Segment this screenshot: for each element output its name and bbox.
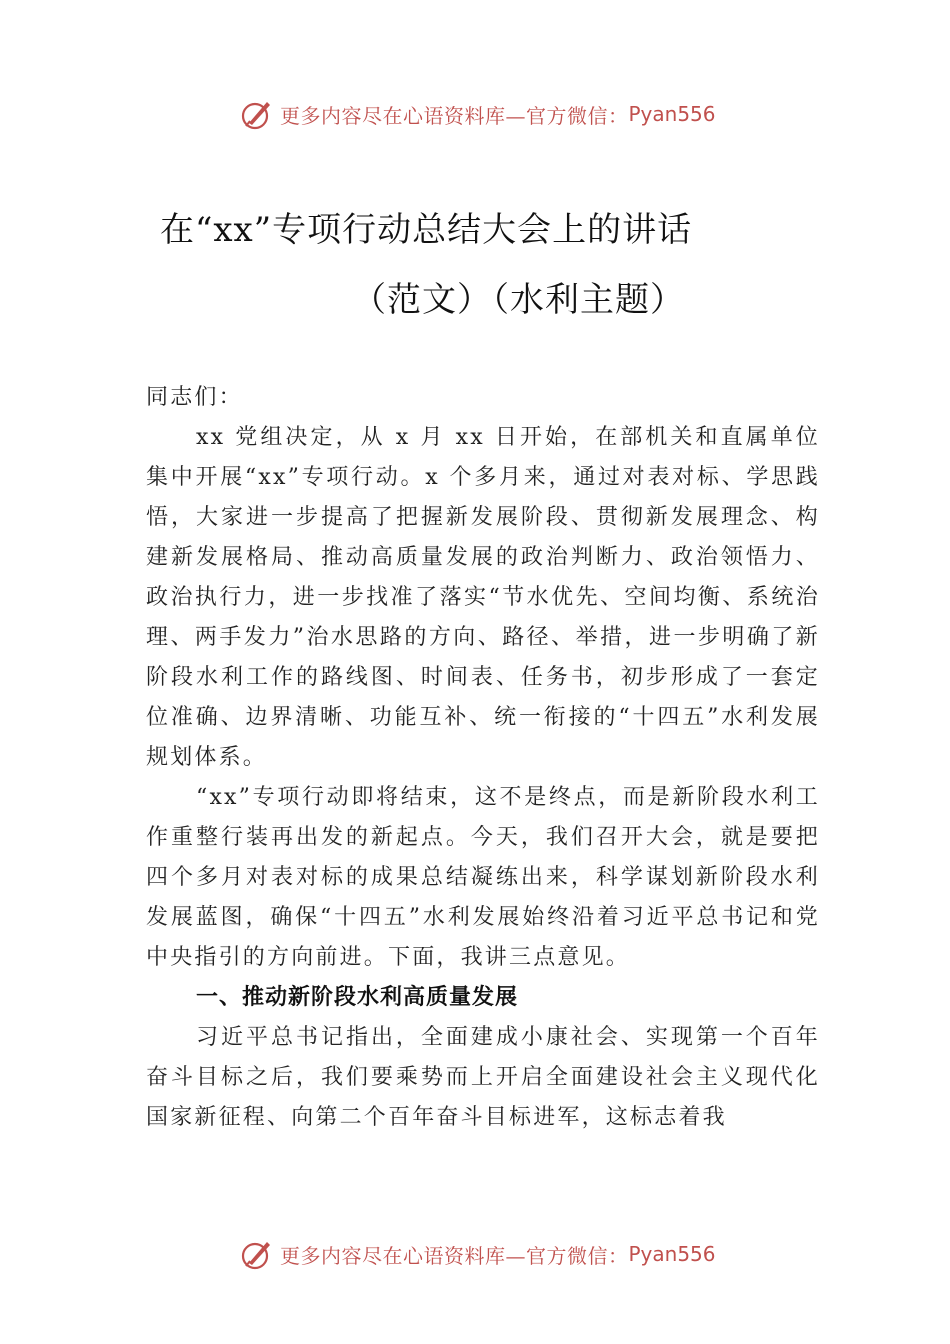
section-heading-1: 一、推动新阶段水利高质量发展 — [196, 985, 519, 1010]
quill-logo-icon — [240, 97, 274, 131]
document-body — [146, 378, 820, 1138]
banner-text: 更多内容尽在心语资料库—官方微信： — [280, 103, 629, 128]
document-title-line-2: （范文）（水利主题） — [352, 280, 685, 320]
paragraph-3: 习近平总书记指出，全面建成小康社会、实现第一个百年奋斗目标之后，我们要乘势而上开启全面建设社会主义现代化国家新征程、向第二个百年奋斗目标进军，这标志着我 — [146, 1025, 820, 1130]
quill-logo-icon — [240, 1237, 274, 1271]
banner-wechat-id: Pyan556 — [628, 1242, 716, 1266]
paragraph-2: “xx”专项行动即将结束，这不是终点，而是新阶段水利工作重整行装再出发的新起点。今天，我们召开大会，就是要把四个多月对表对标的成果总结凝练出来，科学谋划新阶段水利发展蓝图，确保“十四五”水利发展始终沿着习近平总书记和党中央指引的方向前进。下面，我讲三点意见。 — [146, 785, 820, 970]
header-watermark-banner — [240, 96, 716, 132]
paragraph-1: xx 党组决定，从 x 月 xx 日开始，在部机关和直属单位集中开展“xx”专项行动。x 个多月来，通过对表对标、学思践悟，大家进一步提高了把握新发展阶段、贯彻新发展理念、构建新发展格局、推动高质量发展的政治判断力、政治领悟力、政治执行力，进一步找准了落实“节水优先、空间均衡、系统治理、两手发力”治水思路的方向、路径、举措，进一步明确了新阶段水利工作的路线图、时间表、任务书，初步形成了一套定位准确、边界清晰、功能互补、统一衔接的“十四五”水利发展规划体系。 — [146, 425, 820, 770]
banner-text: 更多内容尽在心语资料库—官方微信： — [280, 1243, 629, 1268]
footer-watermark-banner — [240, 1236, 716, 1272]
salutation: 同志们： — [146, 385, 243, 410]
document-title-line-1: 在“xx”专项行动总结大会上的讲话 — [160, 210, 693, 250]
banner-wechat-id: Pyan556 — [628, 102, 716, 126]
